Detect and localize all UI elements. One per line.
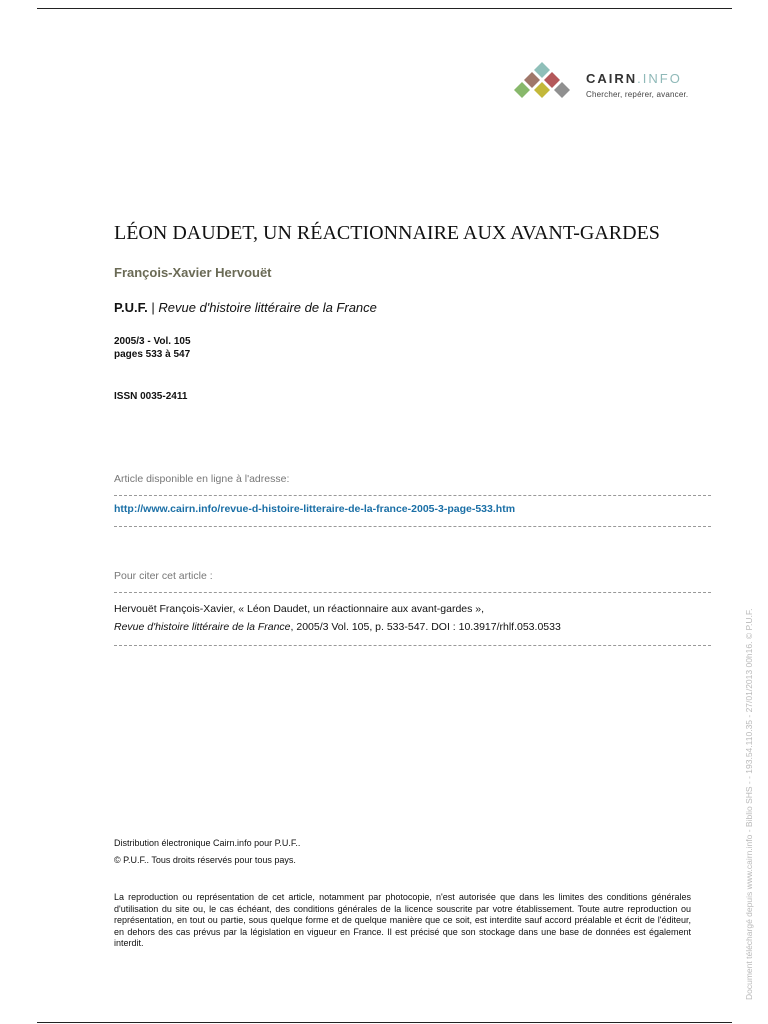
- divider: [114, 495, 711, 496]
- logo-wordmark: [586, 71, 682, 86]
- publisher-separator: |: [151, 300, 155, 315]
- article-title: LÉON DAUDET, UN RÉACTIONNAIRE AUX AVANT-GARDES: [114, 222, 660, 244]
- logo-tagline: Chercher, repérer, avancer.: [586, 90, 689, 99]
- article-url-link[interactable]: http://www.cairn.info/revue-d-histoire-litteraire-de-la-france-2005-3-page-533.htm: [114, 503, 516, 515]
- article-author[interactable]: François-Xavier Hervouët: [114, 265, 272, 280]
- legal-notice: La reproduction ou représentation de cet article, notamment par photocopie, n'est autorisée que dans les limites des conditions générales d'utilisation du site ou, le cas échéant, des conditions générales de la licence souscrite par votre établissement. Toute autre reproduction ou représentation, en tout ou partie, sous quelque forme et de quelque manière que ce soit, est interdite sauf accord préalable et écrit de l'éditeur, en dehors des cas prévus par la législation en vigueur en France. Il est précisé que son stockage dans une base de données est également interdit.: [114, 892, 691, 948]
- issue-info: 2005/3 - Vol. 105: [114, 336, 191, 347]
- journal-name: Revue d'histoire littéraire de la France: [158, 300, 377, 315]
- cite-label: Pour citer cet article :: [114, 570, 213, 582]
- rights-note: © P.U.F.. Tous droits réservés pour tous pays.: [114, 855, 296, 865]
- citation-line-2: [114, 621, 561, 633]
- download-watermark: Document téléchargé depuis www.cairn.info - Biblio SHS - - 193.54.110.35 - 27/01/2013 00h16. © P.U.F.: [744, 608, 754, 1000]
- divider: [114, 526, 711, 527]
- online-label: Article disponible en ligne à l'adresse:: [114, 473, 290, 485]
- citation-line-1: Hervouët François-Xavier, « Léon Daudet, un réactionnaire aux avant-gardes »,: [114, 603, 485, 615]
- logo-diamonds-icon: [512, 60, 578, 104]
- citation-details: , 2005/3 Vol. 105, p. 533-547. DOI : 10.3917/rhlf.053.0533: [290, 621, 561, 633]
- pages-info: pages 533 à 547: [114, 349, 191, 360]
- issn-info: ISSN 0035-2411: [114, 391, 188, 402]
- logo-name-dot: .: [637, 71, 643, 86]
- publisher: P.U.F.: [114, 300, 148, 315]
- top-rule: [37, 8, 732, 9]
- divider: [114, 592, 711, 593]
- citation-journal: Revue d'histoire littéraire de la France: [114, 621, 291, 633]
- bottom-rule: [37, 1022, 732, 1023]
- logo-name-ext: INFO: [642, 71, 682, 86]
- distribution-note: Distribution électronique Cairn.info pour P.U.F..: [114, 838, 301, 848]
- divider: [114, 645, 711, 646]
- logo-name-main: CAIRN: [586, 71, 638, 86]
- publication-line: [114, 300, 377, 315]
- cairn-logo[interactable]: [512, 60, 712, 104]
